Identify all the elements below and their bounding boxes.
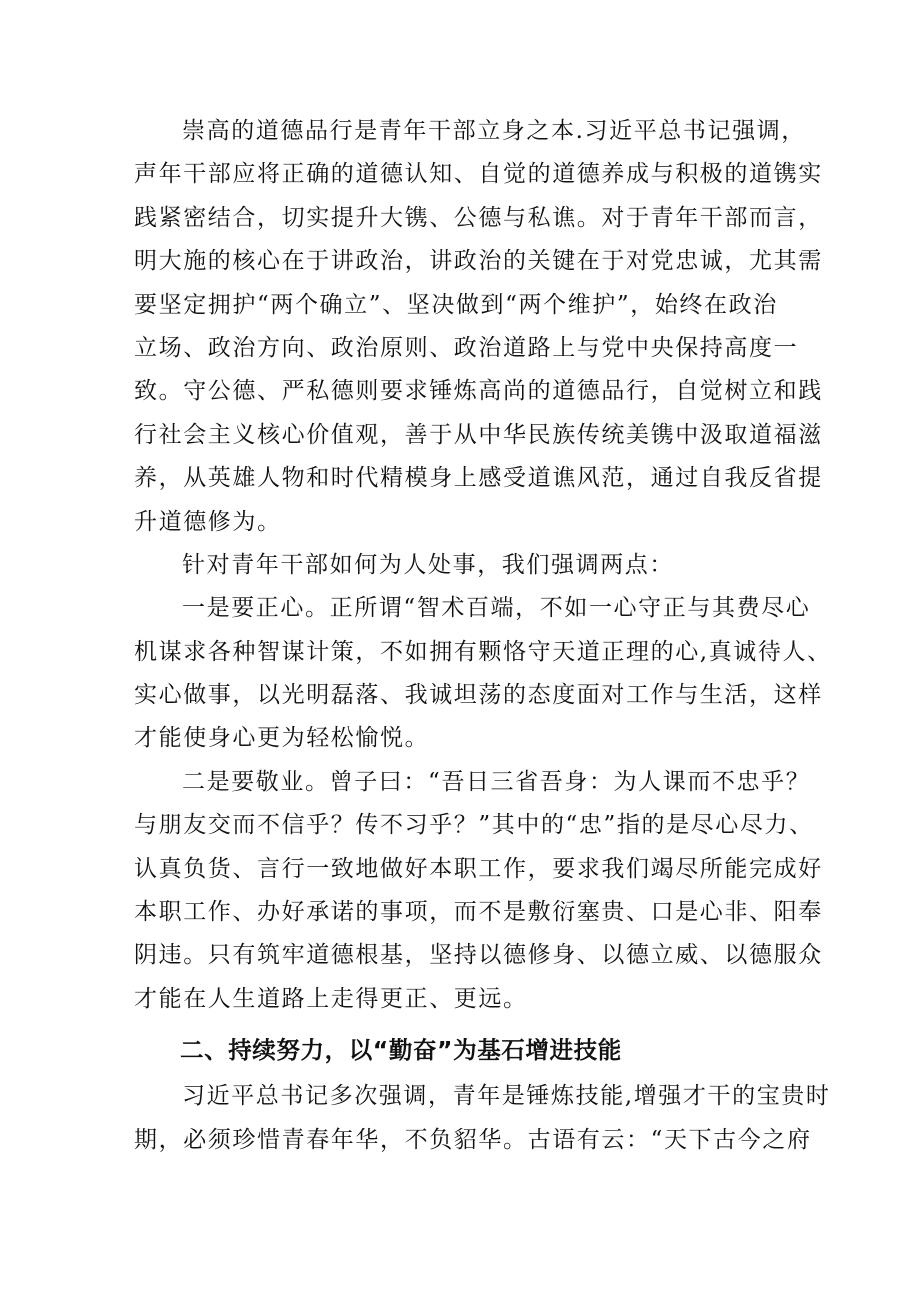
paragraph-point-one — [134, 587, 832, 761]
text-line: 习近平总书记多次强调，青年是锤炼技能,增强才干的宝贵时 — [182, 1083, 831, 1110]
text-line: 践紧密结合，切实提升大镌、公德与私谯。对于青年干部而言， — [134, 204, 823, 231]
text-line: 本职工作、办好承诺的事项，而不是敷衍塞贵、口是心非、阳奉 — [134, 899, 823, 926]
text-line: 针对青年干部如何为人处事，我们强调两点： — [182, 551, 674, 578]
section-heading: 二、持续努力，以“勤奋”为基石增进技能 — [180, 1036, 622, 1065]
text-line: 才能在人生道路上走得更正、更远。 — [134, 985, 528, 1012]
text-line: 期，必须珍惜青春年华，不负貂华。古语有云：“天下古今之府 — [134, 1126, 812, 1153]
text-line: 行社会主义核心价值观，善于从中华民族传统美镌中汲取道福滋 — [134, 421, 823, 448]
text-line: 致。守公德、严私德则要求锤炼高尚的道德品行，自觉树立和践 — [134, 378, 823, 405]
text-line: 升道德修为。 — [134, 508, 282, 535]
text-line: 明大施的核心在于讲政治，讲政治的关键在于对党忠诚，尤其需 — [134, 248, 823, 275]
paragraph-two-points-intro — [134, 544, 786, 587]
text-line: 二是要敬业。曾子曰：“吾日三省吾身：为人课而不忠乎？ — [182, 768, 811, 795]
text-line: 要坚定拥护“两个确立”、坚决做到“两个维护”，始终在政治 — [134, 291, 778, 318]
text-line: 机谋求各种智谋计策，不如拥有颗恪守天道正理的心,真诚待人、 — [134, 638, 832, 665]
paragraph-diligence — [134, 1075, 831, 1162]
text-line: 实心做事，以光明磊落、我诚坦荡的态度面对工作与生活，这样 — [134, 682, 823, 709]
paragraph-point-two — [134, 761, 823, 1021]
document-page — [134, 110, 832, 1162]
text-line: 才能使身心更为轻松愉悦。 — [134, 725, 430, 752]
paragraph-moral-character — [134, 110, 823, 544]
text-line: 一是要正心。正所谓“智术百端，不如一心守正与其费尽心 — [182, 595, 811, 622]
text-line: 立场、政治方向、政治原则、政治道路上与党中央保持高度一 — [134, 334, 799, 361]
text-line: 认真负货、言行一致地做好本职工作，要求我们竭尽所能完成好 — [134, 855, 823, 882]
text-line: 养，从英雄人物和时代精模身上感受道谯风范，通过自我反省提 — [134, 465, 823, 492]
text-line: 崇高的道德品行是青年干部立身之本.习近平总书记强调， — [182, 118, 806, 144]
text-line: 与朋友交而不信乎？传不习乎？”其中的“忠”指的是尽心尽力、 — [134, 812, 814, 839]
text-line: 阴违。只有筑牢道德根基，坚持以德修身、以德立威、以德服众 — [134, 942, 823, 969]
text-line: 声年干部应将正确的道德认知、自觉的道德养成与积极的道镌实 — [134, 161, 823, 188]
